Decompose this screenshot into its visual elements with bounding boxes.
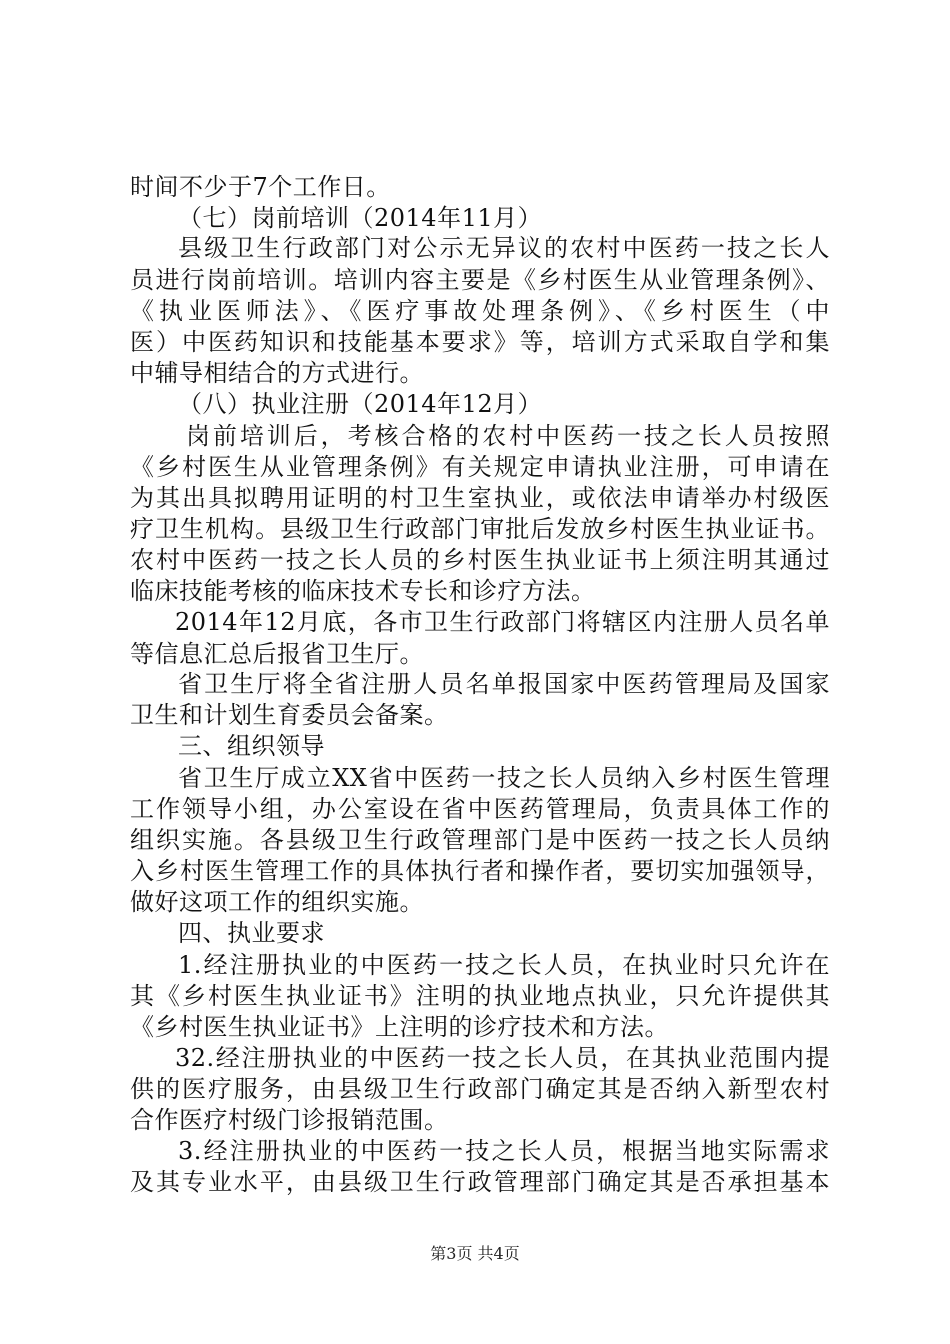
text-line: 卫生和计划生育委员会备案。	[130, 701, 449, 729]
page-number: 第3页 共4页	[430, 1244, 520, 1263]
text-line: 供的医疗服务，由县级卫生行政部门确定其是否纳入新型农村	[130, 1075, 830, 1103]
text-line: 员进行岗前培训。培训内容主要是《乡村医生从业管理条例》、	[130, 266, 830, 294]
text-line: 临床技能考核的临床技术专长和诊疗方法。	[130, 577, 596, 605]
text-line: 工作领导小组，办公室设在省中医药管理局，负责具体工作的	[130, 795, 830, 823]
section-heading: 四、执业要求	[178, 919, 325, 947]
text-line: 县级卫生行政部门对公示无异议的农村中医药一技之长人	[178, 234, 830, 262]
text-line: 3.经注册执业的中医药一技之长人员，根据当地实际需求	[178, 1137, 830, 1165]
text-line: 1.经注册执业的中医药一技之长人员，在执业时只允许在	[178, 951, 830, 979]
text-line: 组织实施。各县级卫生行政管理部门是中医药一技之长人员纳	[130, 826, 830, 854]
section-heading: （七）岗前培训（2014年11月）	[178, 204, 543, 232]
text-line: 《执业医师法》、《医疗事故处理条例》、《乡村医生（中	[130, 297, 830, 325]
text-line: 疗卫生机构。县级卫生行政部门审批后发放乡村医生执业证书。	[130, 515, 830, 543]
text-line: 入乡村医生管理工作的具体执行者和操作者，要切实加强领导，	[130, 857, 830, 885]
text-line: 岗前培训后，考核合格的农村中医药一技之长人员按照	[186, 422, 830, 450]
text-line: 农村中医药一技之长人员的乡村医生执业证书上须注明其通过	[130, 546, 830, 574]
section-heading: 三、组织领导	[178, 732, 325, 760]
text-line: 省卫生厅成立XX省中医药一技之长人员纳入乡村医生管理	[178, 764, 830, 792]
text-line: 为其出具拟聘用证明的村卫生室执业，或依法申请举办村级医	[130, 484, 830, 512]
text-line: 做好这项工作的组织实施。	[130, 888, 424, 916]
text-line: 其《乡村医生执业证书》注明的执业地点执业，只允许提供其	[130, 982, 830, 1010]
text-line: 2014年12月底，各市卫生行政部门将辖区内注册人员名单	[175, 608, 830, 636]
text-line: 《乡村医生执业证书》上注明的诊疗技术和方法。	[130, 1013, 669, 1041]
text-line: 中辅导相结合的方式进行。	[130, 359, 424, 387]
text-line: 《乡村医生从业管理条例》有关规定申请执业注册，可申请在	[130, 453, 830, 481]
text-line: 及其专业水平，由县级卫生行政管理部门确定其是否承担基本	[130, 1168, 830, 1196]
text-line: 等信息汇总后报省卫生厅。	[130, 640, 424, 668]
section-heading: （八）执业注册（2014年12月）	[178, 390, 543, 418]
text-line: 32.经注册执业的中医药一技之长人员，在其执业范围内提	[175, 1044, 830, 1072]
text-line: 医）中医药知识和技能基本要求》等，培训方式采取自学和集	[130, 328, 830, 356]
text-line: 合作医疗村级门诊报销范围。	[130, 1106, 449, 1134]
text-line: 时间不少于7个工作日。	[130, 173, 391, 201]
text-line: 省卫生厅将全省注册人员名单报国家中医药管理局及国家	[178, 670, 830, 698]
